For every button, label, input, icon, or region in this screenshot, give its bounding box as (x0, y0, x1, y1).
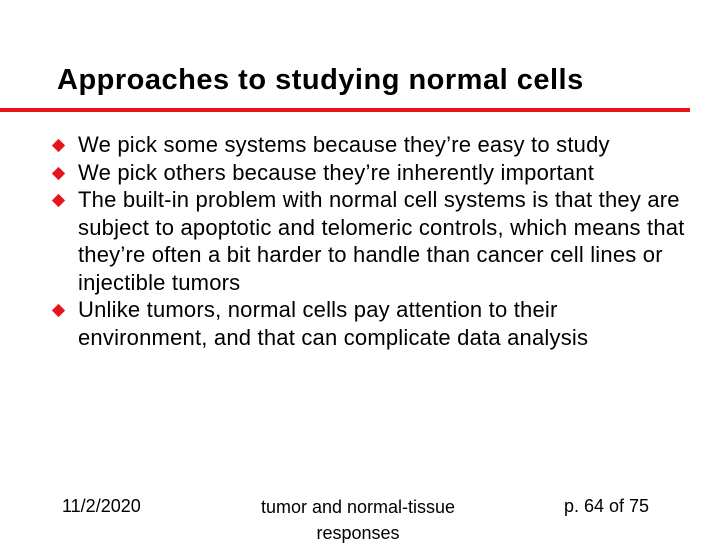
bullet-item (50, 159, 690, 187)
footer-date: 11/2/2020 (62, 496, 141, 516)
bullet-text: The built-in problem with normal cell systems is that they are subject to apoptotic and telomeric controls, which means that they’re often a bit harder to handle than cancer cell lines or injectible tumors (78, 187, 685, 295)
diamond-bullet-icon (52, 304, 65, 317)
diamond-bullet-icon (52, 139, 65, 152)
bullet-item (50, 131, 690, 159)
bullet-list (50, 131, 690, 351)
footer-page-number: p. 64 of 75 (564, 496, 650, 516)
footer-title: tumor and normal-tissue responses (260, 497, 456, 543)
bullet-text: We pick others because they’re inherently important (78, 159, 595, 185)
bullet-item (50, 296, 690, 351)
bullet-text: We pick some systems because they’re easy to study (78, 132, 610, 157)
title-underline (0, 108, 690, 112)
diamond-bullet-icon (52, 194, 65, 207)
bullet-item (50, 186, 690, 296)
diamond-bullet-icon (52, 166, 65, 179)
bullet-text: Unlike tumors, normal cells pay attention to their environment, and that can complicate data analysis (78, 297, 589, 350)
slide-title: Approaches to studying normal cells (57, 64, 584, 96)
